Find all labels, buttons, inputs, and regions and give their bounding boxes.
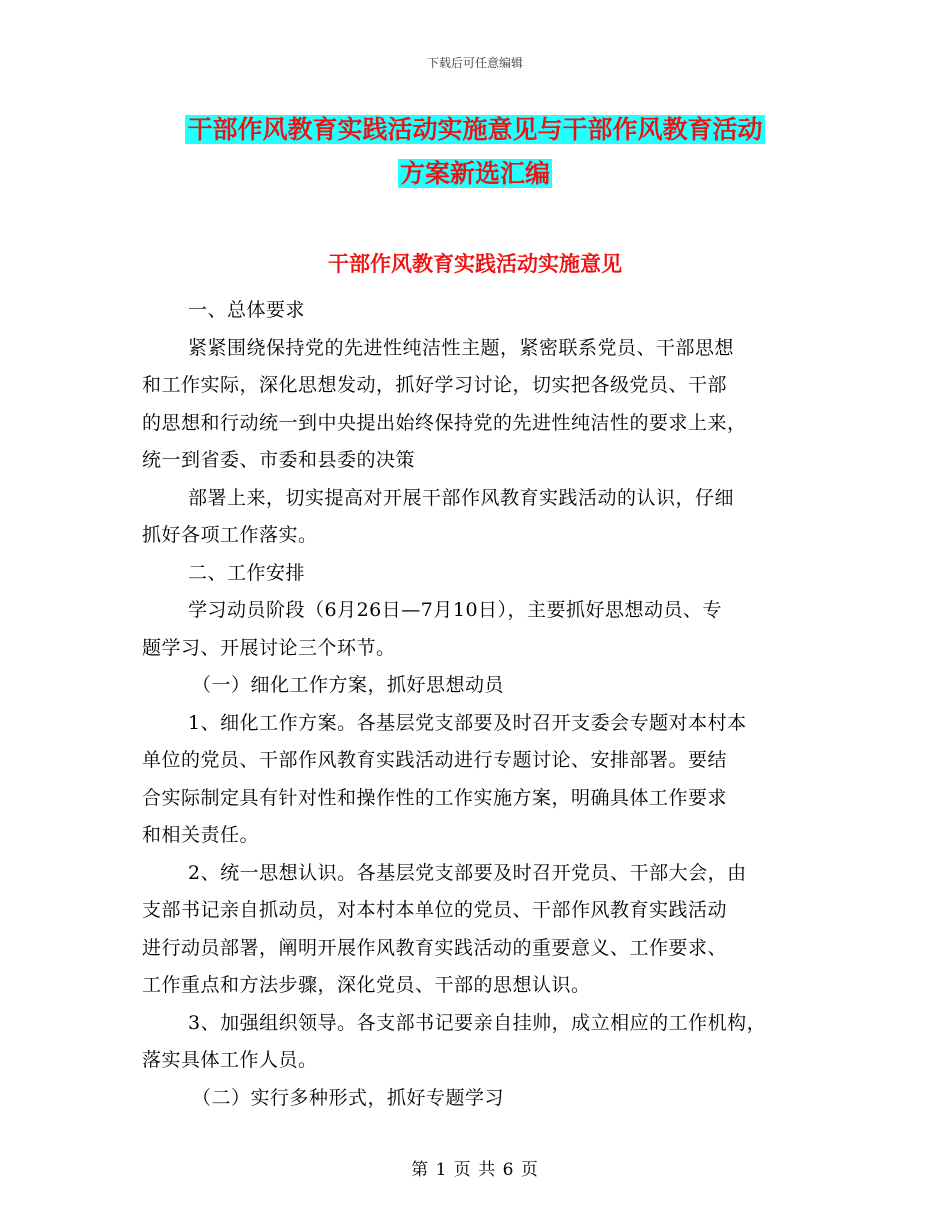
paragraph-line: 支部书记亲自抓动员，对本村本单位的党员、干部作风教育实践活动 — [142, 899, 728, 921]
paragraph-line: 工作重点和方法步骤，深化党员、干部的思想认识。 — [142, 974, 591, 996]
header-note: 下载后可任意编辑 — [426, 56, 523, 70]
document-title-line-1 — [0, 112, 950, 148]
paragraph-line: 单位的党员、干部作风教育实践活动进行专题讨论、安排部署。要结 — [142, 749, 728, 771]
paragraph-line: 学习动员阶段（6月26日—7月10日），主要抓好思想动员、专 — [188, 599, 723, 621]
paragraph-line: 和相关责任。 — [142, 824, 260, 846]
title-highlight: 干部作风教育实践活动实施意见与干部作风教育活动 — [187, 115, 763, 144]
paragraph-line: 1、细化工作方案。各基层党支部要及时召开支委会专题对本村本 — [188, 711, 747, 734]
paragraph-line: 统一到省委、市委和县委的决策 — [142, 449, 416, 471]
page-indicator: 第 1 页 共 6 页 — [411, 1160, 539, 1180]
paragraph-line: 3、加强组织领导。各支部书记要亲自挂帅，成立相应的工作机构， — [188, 1011, 767, 1034]
heading-work-arrangement: 二、工作安排 — [188, 561, 306, 584]
heading-general-requirements: 一、总体要求 — [188, 299, 306, 321]
paragraph-line: 紧紧围绕保持党的先进性纯洁性主题，紧密联系党员、干部思想 — [188, 336, 735, 359]
body-text — [142, 292, 822, 1117]
paragraph-line: 的思想和行动统一到中央提出始终保持党的先进性纯洁性的要求上来， — [142, 411, 747, 434]
paragraph-line: 抓好各项工作落实。 — [142, 524, 318, 546]
paragraph-line: 2、统一思想认识。各基层党支部要及时召开党员、干部大会，由 — [188, 861, 747, 884]
paragraph-line: 和工作实际，深化思想发动，抓好学习讨论，切实把各级党员、干部 — [142, 374, 728, 396]
subheading-special-study: （二）实行多种形式，抓好专题学习 — [192, 1086, 505, 1109]
document-title-line-2 — [0, 156, 950, 192]
paragraph-line: 部署上来，切实提高对开展干部作风教育实践活动的认识，仔细 — [188, 486, 735, 509]
section-title: 干部作风教育实践活动实施意见 — [328, 252, 622, 276]
paragraph-line: 进行动员部署，阐明开展作风教育实践活动的重要意义、工作要求、 — [142, 936, 728, 959]
subheading-refine-plan: （一）细化工作方案，抓好思想动员 — [192, 674, 505, 696]
title-highlight: 方案新选汇编 — [399, 159, 550, 188]
paragraph-line: 题学习、开展讨论三个环节。 — [142, 636, 396, 659]
paragraph-line: 落实具体工作人员。 — [142, 1049, 318, 1071]
paragraph-line: 合实际制定具有针对性和操作性的工作实施方案，明确具体工作要求 — [142, 786, 728, 809]
